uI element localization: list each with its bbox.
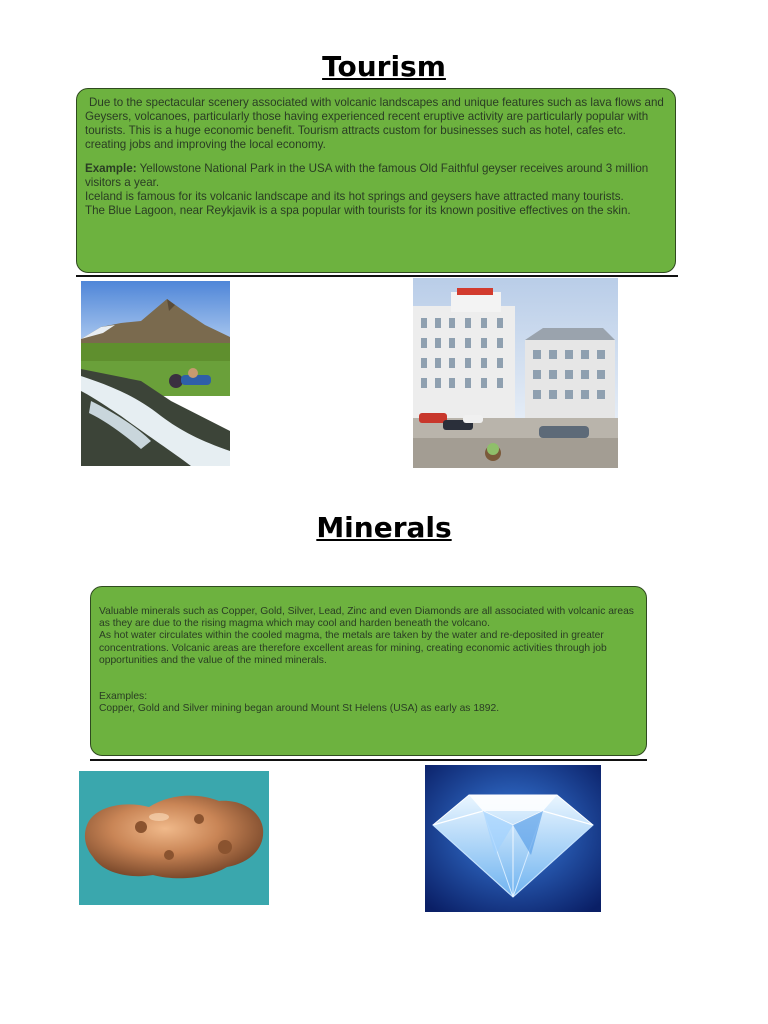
diamond-photo — [425, 765, 601, 912]
minerals-examples-text: Copper, Gold and Silver mining began around Mount St Helens (USA) as early as 1892. — [99, 703, 500, 715]
reykjavik-street-photo — [413, 278, 618, 468]
tourism-iceland-line: Iceland is famous for its volcanic landscape and its hot springs and geysers have attracted many tourists. — [85, 190, 624, 203]
minerals-paragraph-1: Valuable minerals such as Copper, Gold, Silver, Lead, Zinc and even Diamonds are all associated with volcanic areas as they are due to the rising magma which may cool and harden beneath the volcano. — [99, 606, 634, 630]
tourism-heading: Tourism — [322, 50, 446, 83]
tourism-example-label: Example: — [85, 162, 137, 175]
tourism-divider — [76, 275, 678, 277]
minerals-examples-label: Examples: — [99, 691, 148, 703]
minerals-heading: Minerals — [316, 511, 452, 544]
minerals-text-box — [90, 586, 647, 756]
tourism-text-box — [76, 88, 676, 273]
tourism-example — [85, 162, 665, 190]
minerals-divider — [90, 759, 647, 761]
minerals-paragraph-2: As hot water circulates within the cooled magma, the metals are taken by the water and re-deposited in greater concentrations. Volcanic areas are therefore excellent areas for mining, creating economic activities through job opportunities and the value of the mined minerals. — [99, 630, 607, 666]
copper-nugget-photo — [79, 771, 269, 905]
mountain-stream-photo — [81, 281, 230, 466]
tourism-paragraph: Due to the spectacular scenery associated with volcanic landscapes and unique features such as lava flows and Geysers, volcanoes, particularly those having experienced recent eruptive activity are particularly popular with tourists. This is a huge economic benefit. Tourism attracts custom for businesses such as hotel, cafes etc. creating jobs and improving the local economy. — [85, 96, 664, 151]
tourism-example-text: Yellowstone National Park in the USA with the famous Old Faithful geyser receives around 3 million visitors a year. — [85, 162, 649, 189]
tourism-blue-lagoon-line: The Blue Lagoon, near Reykjavik is a spa popular with tourists for its known positive effectives on the skin. — [85, 204, 631, 217]
